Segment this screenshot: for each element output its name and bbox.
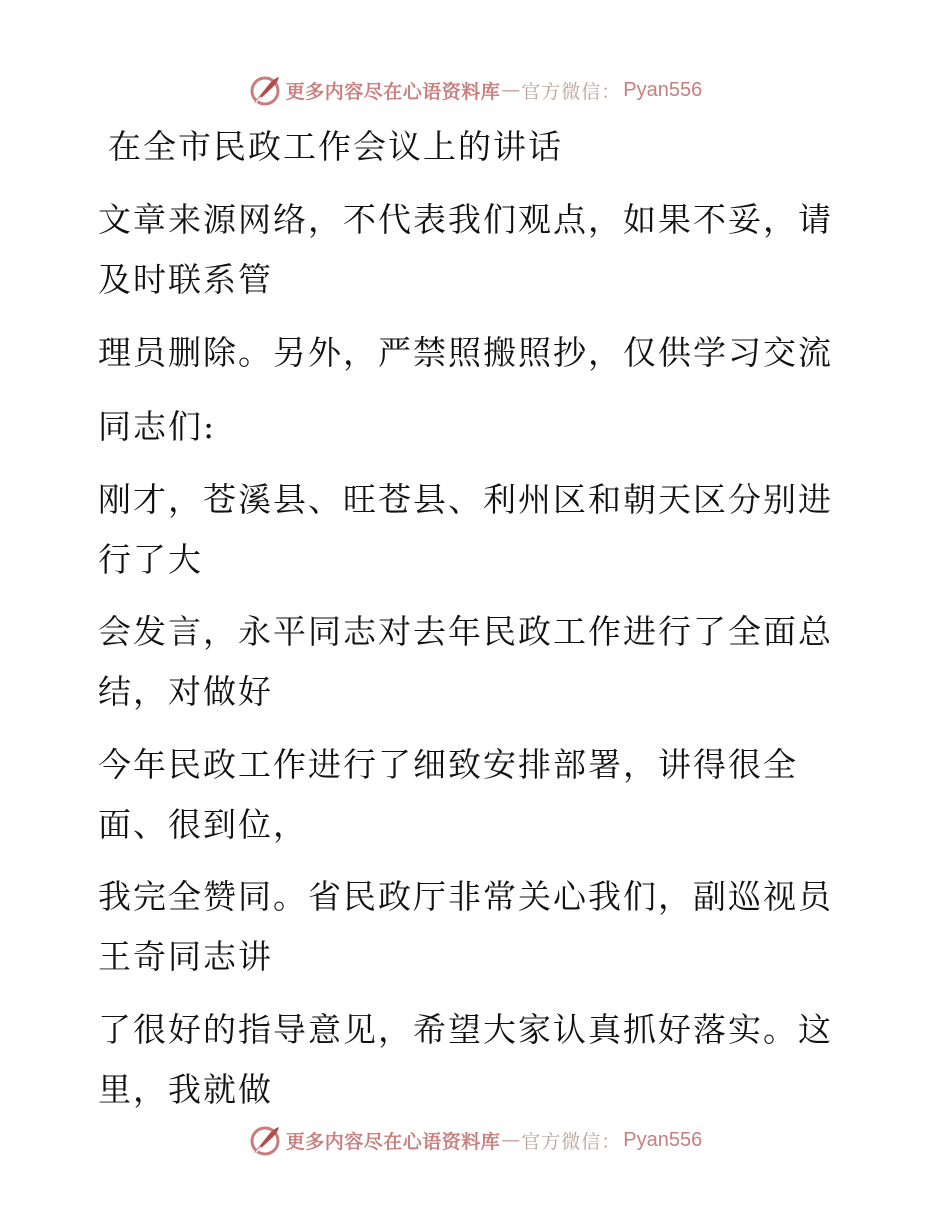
text-line: 刚才，苍溪县、旺苍县、利州区和朝天区分别进 bbox=[98, 480, 833, 519]
header-watermark bbox=[0, 70, 950, 110]
document-title: 在全市民政工作会议上的讲话 bbox=[108, 127, 563, 166]
text-line: 里，我就做 bbox=[98, 1070, 273, 1109]
quill-pen-circle-icon bbox=[248, 73, 282, 107]
text-line: 结，对做好 bbox=[98, 672, 273, 711]
watermark-text: 更多内容尽在心语资料库 bbox=[285, 1130, 501, 1153]
text-line: 及时联系管 bbox=[98, 260, 273, 299]
watermark-id: Pyan556 bbox=[623, 78, 703, 101]
text-line: 文章来源网络，不代表我们观点，如果不妥，请 bbox=[98, 200, 833, 239]
watermark-label: 官方微信： bbox=[521, 80, 622, 103]
text-line: 理员删除。另外，严禁照搬照抄，仅供学习交流 bbox=[98, 333, 833, 372]
footer-watermark bbox=[0, 1120, 950, 1160]
watermark-dash: — bbox=[501, 1129, 521, 1151]
quill-pen-circle-icon bbox=[248, 1123, 282, 1157]
text-line: 今年民政工作进行了细致安排部署，讲得很全 bbox=[98, 745, 798, 784]
text-line: 王奇同志讲 bbox=[98, 937, 273, 976]
watermark-text: 更多内容尽在心语资料库 bbox=[285, 80, 501, 103]
text-line: 了很好的指导意见，希望大家认真抓好落实。这 bbox=[98, 1010, 833, 1049]
text-line: 行了大 bbox=[98, 540, 203, 579]
text-line: 同志们: bbox=[98, 407, 217, 446]
text-line: 面、很到位， bbox=[98, 805, 308, 844]
text-line: 会发言，永平同志对去年民政工作进行了全面总 bbox=[98, 612, 833, 651]
watermark-id: Pyan556 bbox=[623, 1128, 703, 1151]
text-line: 我完全赞同。省民政厅非常关心我们，副巡视员 bbox=[98, 877, 833, 916]
watermark-dash: — bbox=[501, 79, 521, 101]
watermark-label: 官方微信： bbox=[521, 1130, 622, 1153]
